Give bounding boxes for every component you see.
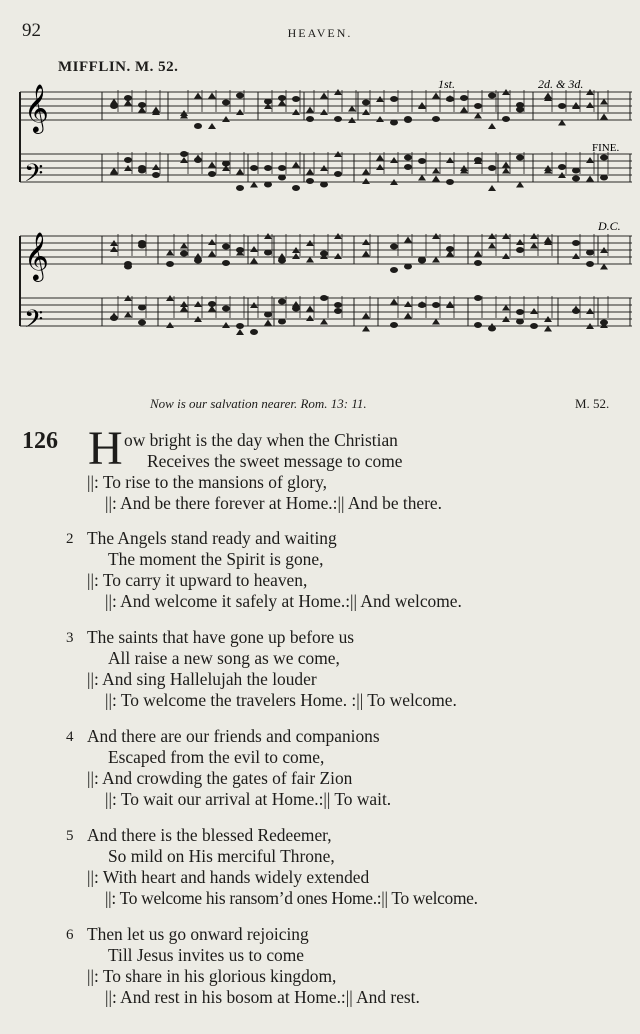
tune-name: MIFFLIN. (58, 59, 131, 75)
stanza-line: Till Jesus invites us to come (108, 945, 304, 965)
stanza-number: 2 (66, 531, 74, 547)
stanza-line: The saints that have gone up before us (87, 627, 355, 647)
stanza-line: ||: With heart and hands widely extended (87, 867, 370, 887)
drop-cap: H (88, 422, 123, 475)
second-ending-mark: 2d. & 3d. (538, 77, 584, 91)
stanza-line: ||: And crowding the gates of fair Zion (87, 768, 353, 788)
stanza-line: The moment the Spirit is gone, (108, 549, 324, 569)
page-number: 92 (22, 20, 41, 41)
stanza-line: ||: To welcome his ransom’d ones Home.:|| To welcome. (105, 888, 478, 908)
stanza-line: All raise a new song as we come, (108, 648, 340, 668)
stanza-number: 4 (66, 729, 74, 745)
stanza-line: ow bright is the day when the Christian (124, 430, 398, 450)
stanza-line: ||: To rise to the mansions of glory, (87, 472, 328, 492)
stanza-line: ||: And welcome it safely at Home.:|| And welcome. (105, 591, 462, 611)
stanza-line: ||: To share in his glorious kingdom, (87, 966, 337, 986)
stanza-line: ||: To carry it upward to heaven, (87, 570, 308, 590)
stanza-line: ||: And sing Hallelujah the louder (87, 669, 317, 689)
stanza-line: ||: To welcome the travelers Home. :|| To welcome. (105, 690, 457, 710)
treble-clef-2: 𝄞 (24, 231, 49, 280)
stanza-line: And there is the blessed Redeemer, (87, 825, 332, 845)
staff-lines (20, 92, 632, 326)
bar-lines (20, 92, 630, 326)
tune-meter: M. 52. (135, 59, 179, 75)
music-score (18, 70, 638, 350)
stanza-line: ||: And be there forever at Home.:|| And be there. (105, 493, 442, 513)
stanza-number: 5 (66, 828, 74, 844)
first-ending-mark: 1st. (438, 77, 456, 91)
stanza-line: So mild on His merciful Throne, (108, 846, 335, 866)
treble-clef-1: 𝄞 (24, 83, 49, 132)
stanza-line: The Angels stand ready and waiting (87, 528, 337, 548)
running-head: HEAVEN. (287, 26, 353, 40)
hymn-text (0, 422, 640, 1028)
scripture-caption: Now is our salvation nearer. Rom. 13: 11. (150, 396, 367, 411)
bass-clef-1: 𝄢 (24, 159, 44, 194)
fine-mark: FINE. (592, 142, 620, 154)
hymn-number: 126 (22, 428, 58, 454)
stanza-line: Receives the sweet message to come (147, 451, 403, 471)
stanza-line: ||: And rest in his bosom at Home.:|| And rest. (105, 987, 420, 1007)
caption-meter: M. 52. (575, 396, 610, 411)
stanza-line: ||: To wait our arrival at Home.:|| To wait. (105, 789, 392, 809)
stanza-number: 3 (66, 630, 74, 646)
stanza-number: 6 (66, 927, 74, 943)
dc-mark: D.C. (598, 219, 621, 233)
stanza-line: Escaped from the evil to come, (108, 747, 325, 767)
stanza-line: And there are our friends and companions (87, 726, 380, 746)
bass-clef-2: 𝄢 (24, 305, 44, 340)
stanza-line: Then let us go onward rejoicing (87, 924, 309, 944)
